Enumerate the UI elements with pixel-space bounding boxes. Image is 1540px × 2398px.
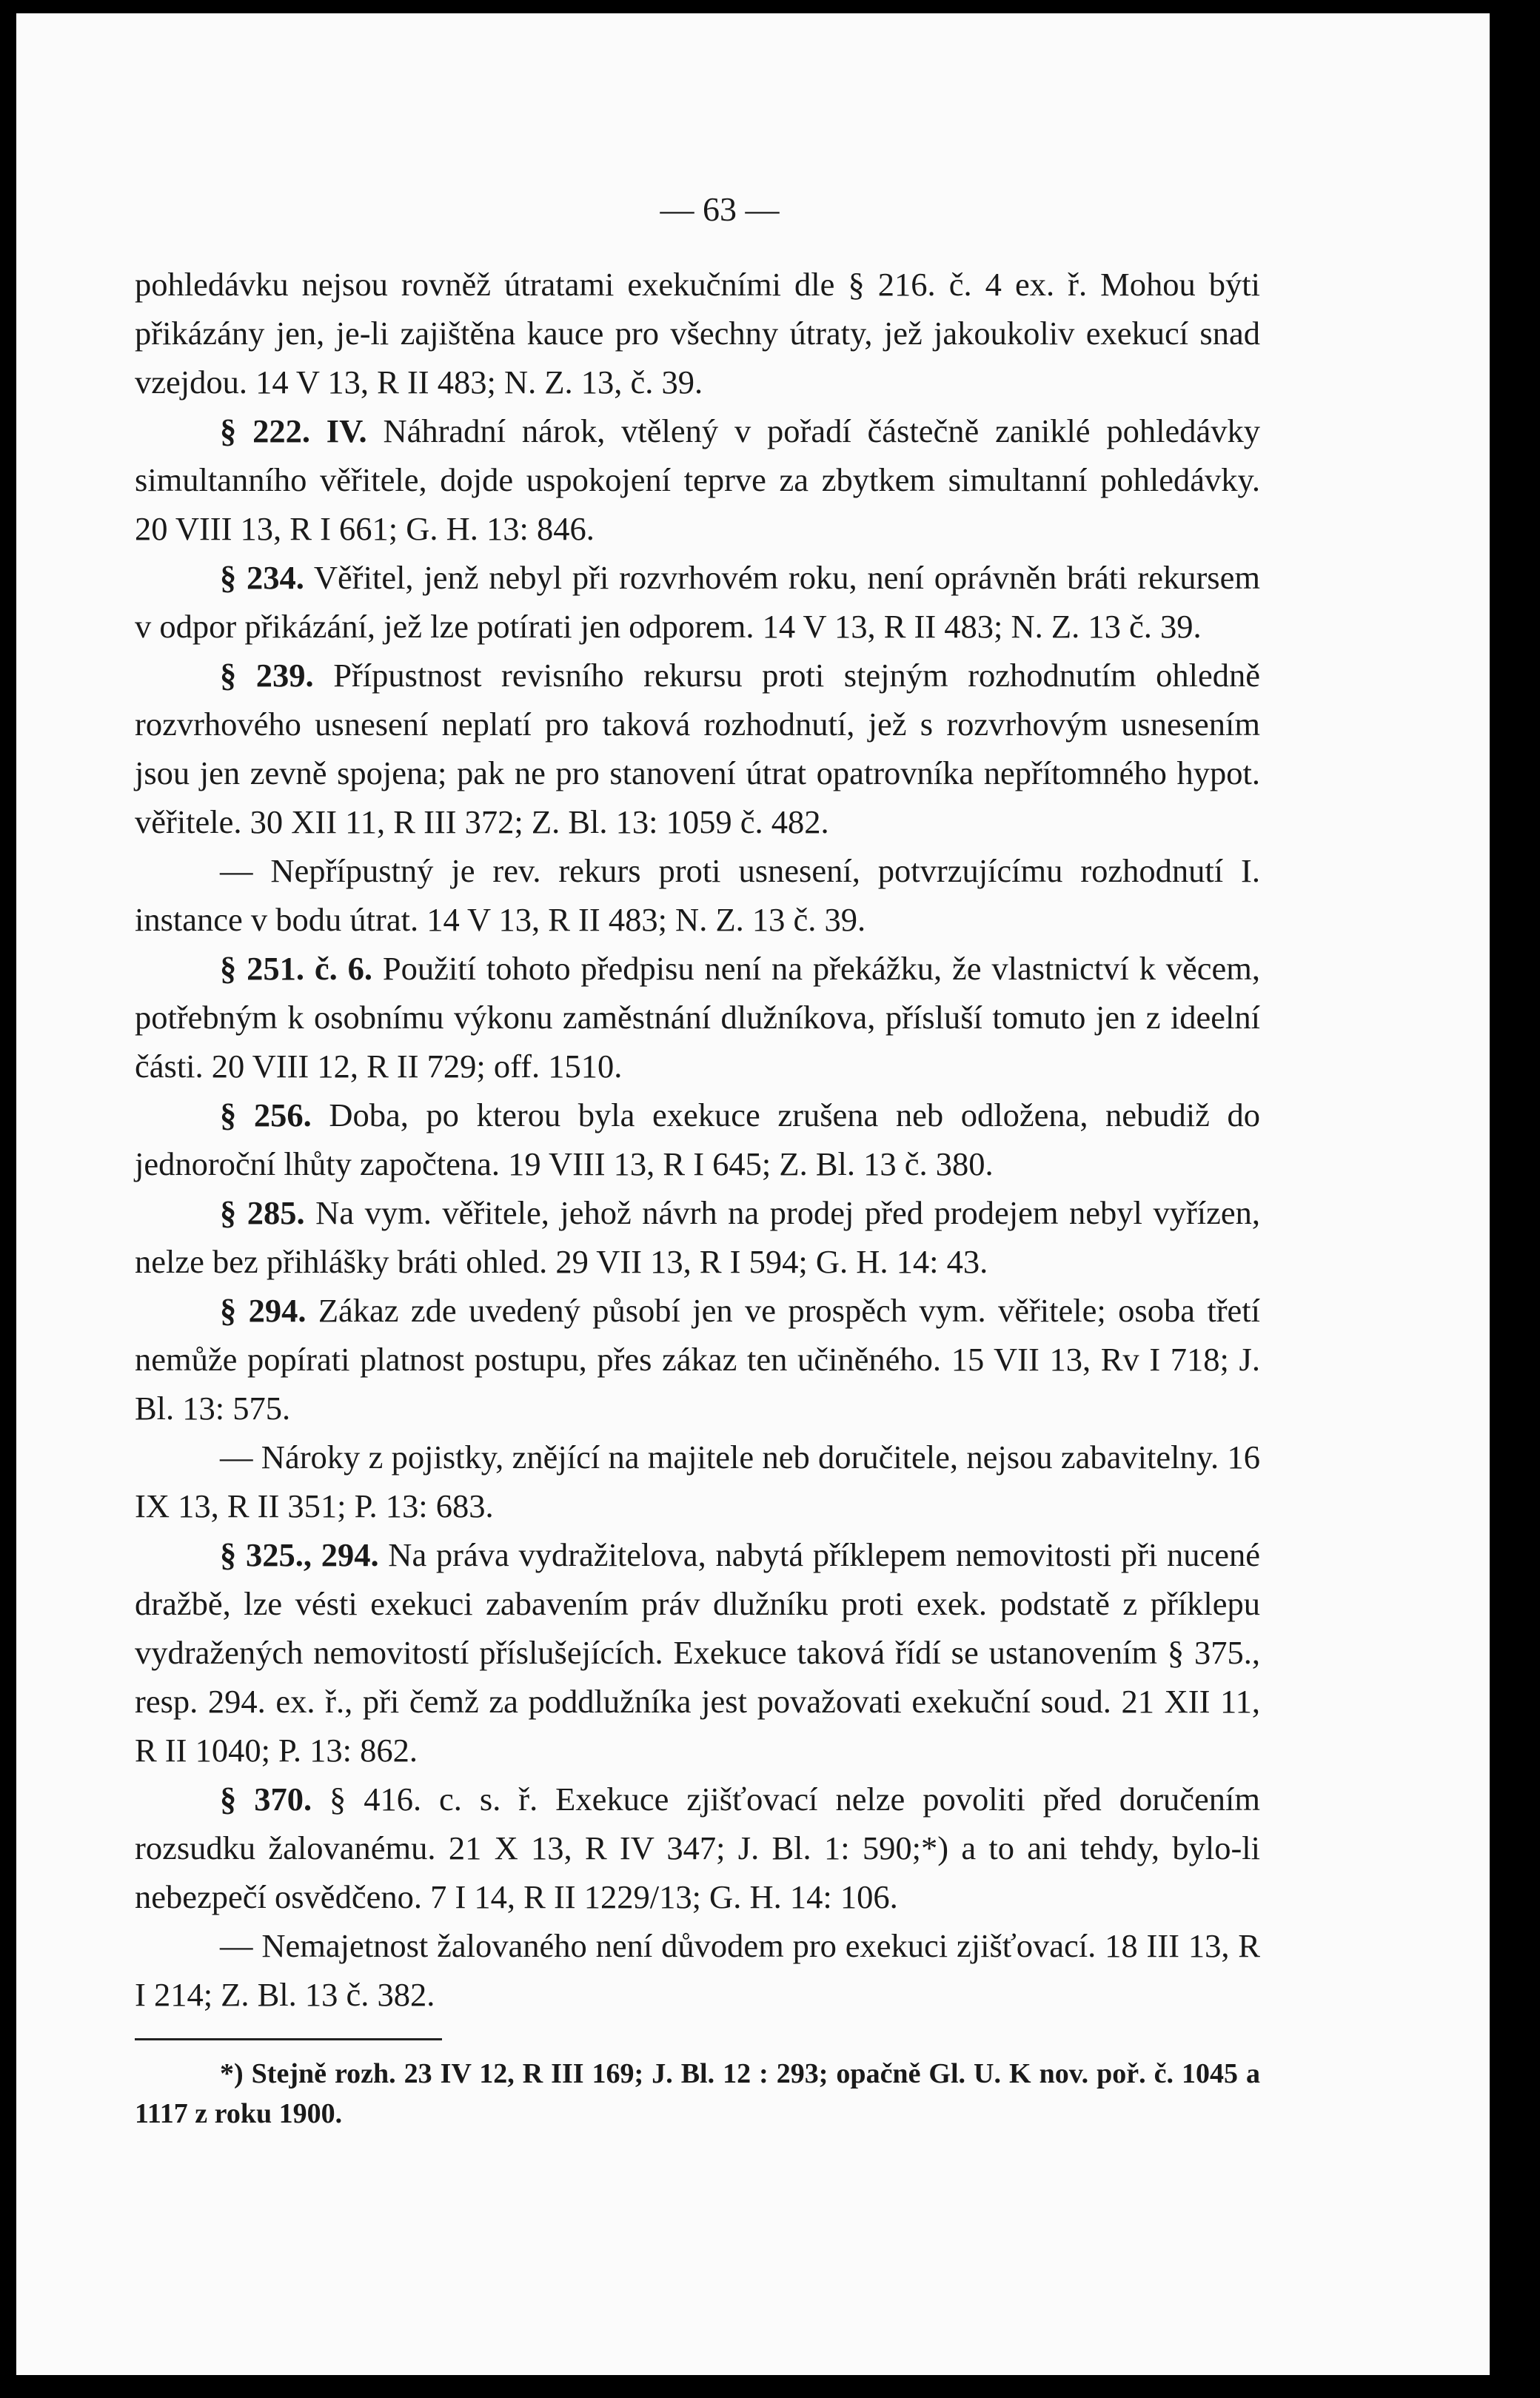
paragraph-text: Na práva vydražitelova, nabytá příklepem nemovitosti při nucené dražbě, lze vésti exekuci zabavením práv dlužníku proti exek. podstatě z příklepu vydražených nemovitostí příslušejících. Exekuce taková řídí se ustanovením § 375., resp. 294. ex. ř., při čemž za poddlužníka jest považovati exekuční soud. 21 XII 11, R II 1040; P. 13: 862. — [135, 1536, 1260, 1769]
paragraph-text: Náhradní nárok, vtělený v pořadí částečně zaniklé pohledávky simultanního věřitele, dojde uspokojení teprve za zbytkem simultanní pohledávky. 20 VIII 13, R I 661; G. H. 13: 846. — [135, 412, 1261, 547]
paragraph-325 — [135, 1530, 1260, 1775]
paragraph-text: pohledávku nejsou rovněž útratami exekučními dle § 216. č. 4 ex. ř. Mohou býti přikázány jen, je-li zajištěna kauce pro všechny útraty, jež jakoukoliv exekucí snad vzejdou. 14 V 13, R II 483; N. Z. 13, č. 39. — [135, 266, 1260, 401]
section-label: § 239. — [220, 657, 314, 694]
paragraph-text: Zákaz zde uvedený působí jen ve prospěch vym. věřitele; osoba třetí nemůže popírati platnost postupu, přes zákaz ten učiněného. 15 VII 13, Rv I 718; J. Bl. 13: 575. — [135, 1292, 1260, 1427]
footnote: *) Stejně rozh. 23 IV 12, R III 169; J. Bl. 12 : 293; opačně Gl. U. K nov. poř. č. 1045 a 1117 z roku 1900. — [135, 2058, 1260, 2129]
paragraph-251 — [135, 944, 1260, 1091]
section-label: § 294. — [220, 1292, 307, 1329]
section-label: § 325., 294. — [220, 1536, 379, 1573]
page-content — [135, 187, 1260, 2134]
paragraph-239 — [135, 651, 1260, 846]
paragraph-text: — Nároky z pojistky, znějící na majitele neb doručitele, nejsou zabavitelny. 16 IX 13, R II 351; P. 13: 683. — [135, 1439, 1260, 1524]
paragraph-234 — [135, 553, 1260, 651]
footnote-divider — [135, 2038, 442, 2040]
paragraph-294 — [135, 1286, 1260, 1433]
paragraph-text: Na vym. věřitele, jehož návrh na prodej před prodejem nebyl vyřízen, nelze bez přihlášky bráti ohled. 29 VII 13, R I 594; G. H. 14: 43. — [135, 1194, 1261, 1280]
paragraph-370 — [135, 1775, 1260, 1921]
paragraph-text: Použití tohoto předpisu není na překážku, že vlastnictví k věcem, potřebným k osobnímu výkonu zaměstnání dlužníkova, přísluší tomuto jen z ideelní části. 20 VIII 12, R II 729; off. 1510. — [135, 950, 1260, 1085]
page — [16, 13, 1490, 2375]
paragraph-239-cont — [135, 846, 1260, 944]
section-label: § 234. — [220, 559, 304, 596]
section-label: § 256. — [220, 1096, 312, 1133]
paragraph-text: § 416. c. s. ř. Exekuce zjišťovací nelze povoliti před doručením rozsudku žalovanému. 21 X 13, R IV 347; J. Bl. 1: 590;*) a to ani tehdy, bylo-li nebezpečí osvědčeno. 7 I 14, R II 1229/13; G. H. 14: 106. — [135, 1781, 1260, 1915]
section-label: § 285. — [220, 1194, 305, 1231]
paragraph-text: Doba, po kterou byla exekuce zrušena neb odložena, nebudiž do jednoroční lhůty započtena. 19 VIII 13, R I 645; Z. Bl. 13 č. 380. — [135, 1096, 1261, 1182]
paragraph-294-cont — [135, 1433, 1260, 1530]
paragraph-256 — [135, 1091, 1260, 1188]
paragraph-0 — [135, 260, 1260, 406]
paragraph-285 — [135, 1188, 1260, 1286]
paragraph-text: — Nepřípustný je rev. rekurs proti usnesení, potvrzujícímu rozhodnutí I. instance v bodu útrat. 14 V 13, R II 483; N. Z. 13 č. 39. — [135, 852, 1260, 938]
page-number: — 63 — — [660, 190, 780, 228]
paragraph-222 — [135, 406, 1260, 553]
paragraph-text: Přípustnost revisního rekursu proti stejným rozhodnutím ohledně rozvrhového usnesení neplatí pro taková rozhodnutí, jež s rozvrhovým usnesením jsou jen zevně spojena; pak ne pro stanovení útrat opatrovníka nepřítomného hypot. věřitele. 30 XII 11, R III 372; Z. Bl. 13: 1059 č. 482. — [135, 657, 1261, 840]
section-label: § 251. č. 6. — [220, 950, 372, 987]
section-label: § 222. IV. — [220, 412, 367, 449]
paragraph-text: — Nemajetnost žalovaného není důvodem pro exekuci zjišťovací. 18 III 13, R I 214; Z. Bl. 13 č. 382. — [135, 1927, 1260, 2013]
section-label: § 370. — [220, 1781, 312, 1818]
paragraph-370-cont — [135, 1921, 1260, 2019]
paragraph-text: Věřitel, jenž nebyl při rozvrhovém roku, není oprávněn bráti rekursem v odpor přikázání, jež lze potírati jen odporem. 14 V 13, R II 483; N. Z. 13 č. 39. — [135, 559, 1260, 645]
